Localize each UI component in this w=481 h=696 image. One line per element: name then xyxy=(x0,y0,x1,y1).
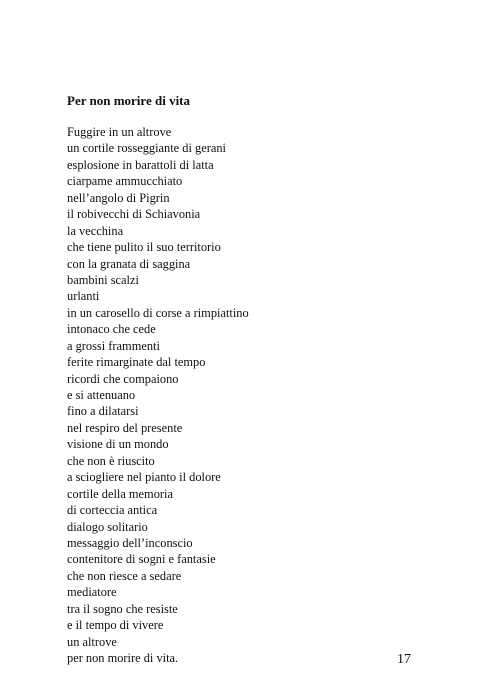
poem-line: in un carosello di corse a rimpiattino xyxy=(67,305,249,320)
poem-line: intonaco che cede xyxy=(67,322,156,337)
poem-line: che non riesce a sedare xyxy=(67,568,182,583)
poem-line: a sciogliere nel pianto il dolore xyxy=(67,470,221,485)
page-number: 17 xyxy=(397,652,411,667)
poem-line: che tiene pulito il suo territorio xyxy=(67,240,221,255)
poem-line: e il tempo di vivere xyxy=(67,618,164,633)
poem-line: con la granata di saggina xyxy=(67,256,191,271)
poem-line: visione di un mondo xyxy=(67,437,169,452)
poem-body xyxy=(67,124,249,666)
poem-line: cortile della memoria xyxy=(67,486,173,501)
poem-line: dialogo solitario xyxy=(67,519,148,534)
poem-line: il robivecchi di Schiavonia xyxy=(67,207,201,222)
poem-line: fino a dilatarsi xyxy=(67,404,139,419)
poem-line: per non morire di vita. xyxy=(67,651,179,665)
poem-line: mediatore xyxy=(67,585,117,600)
poem-line: Fuggire in un altrove xyxy=(67,125,172,139)
poem-line: ciarpame ammucchiato xyxy=(67,174,183,189)
poem-line: tra il sogno che resiste xyxy=(67,601,178,616)
poem-line: la vecchina xyxy=(67,223,124,238)
poem-line: nel respiro del presente xyxy=(67,420,183,435)
poem-line: ricordi che compaiono xyxy=(67,371,179,386)
poem-line: che non è riuscito xyxy=(67,453,155,468)
poem-line: bambini scalzi xyxy=(67,272,139,287)
poem-line: un cortile rosseggiante di gerani xyxy=(67,141,226,156)
poem-line: di corteccia antica xyxy=(67,503,158,518)
poem-line: a grossi frammenti xyxy=(67,338,160,353)
poem-line: messaggio dell’inconscio xyxy=(67,535,193,550)
poem-line: contenitore di sogni e fantasie xyxy=(67,552,216,567)
poem-line: un altrove xyxy=(67,634,117,649)
poem-line: urlanti xyxy=(67,289,100,304)
poem-line: e si attenuano xyxy=(67,388,136,402)
poem-line: nell’angolo di Pigrin xyxy=(67,190,170,205)
poem-line: ferite rimarginate dal tempo xyxy=(67,355,206,370)
poem-title: Per non morire di vita xyxy=(67,93,191,108)
poem-line: esplosione in barattoli di latta xyxy=(67,157,214,172)
